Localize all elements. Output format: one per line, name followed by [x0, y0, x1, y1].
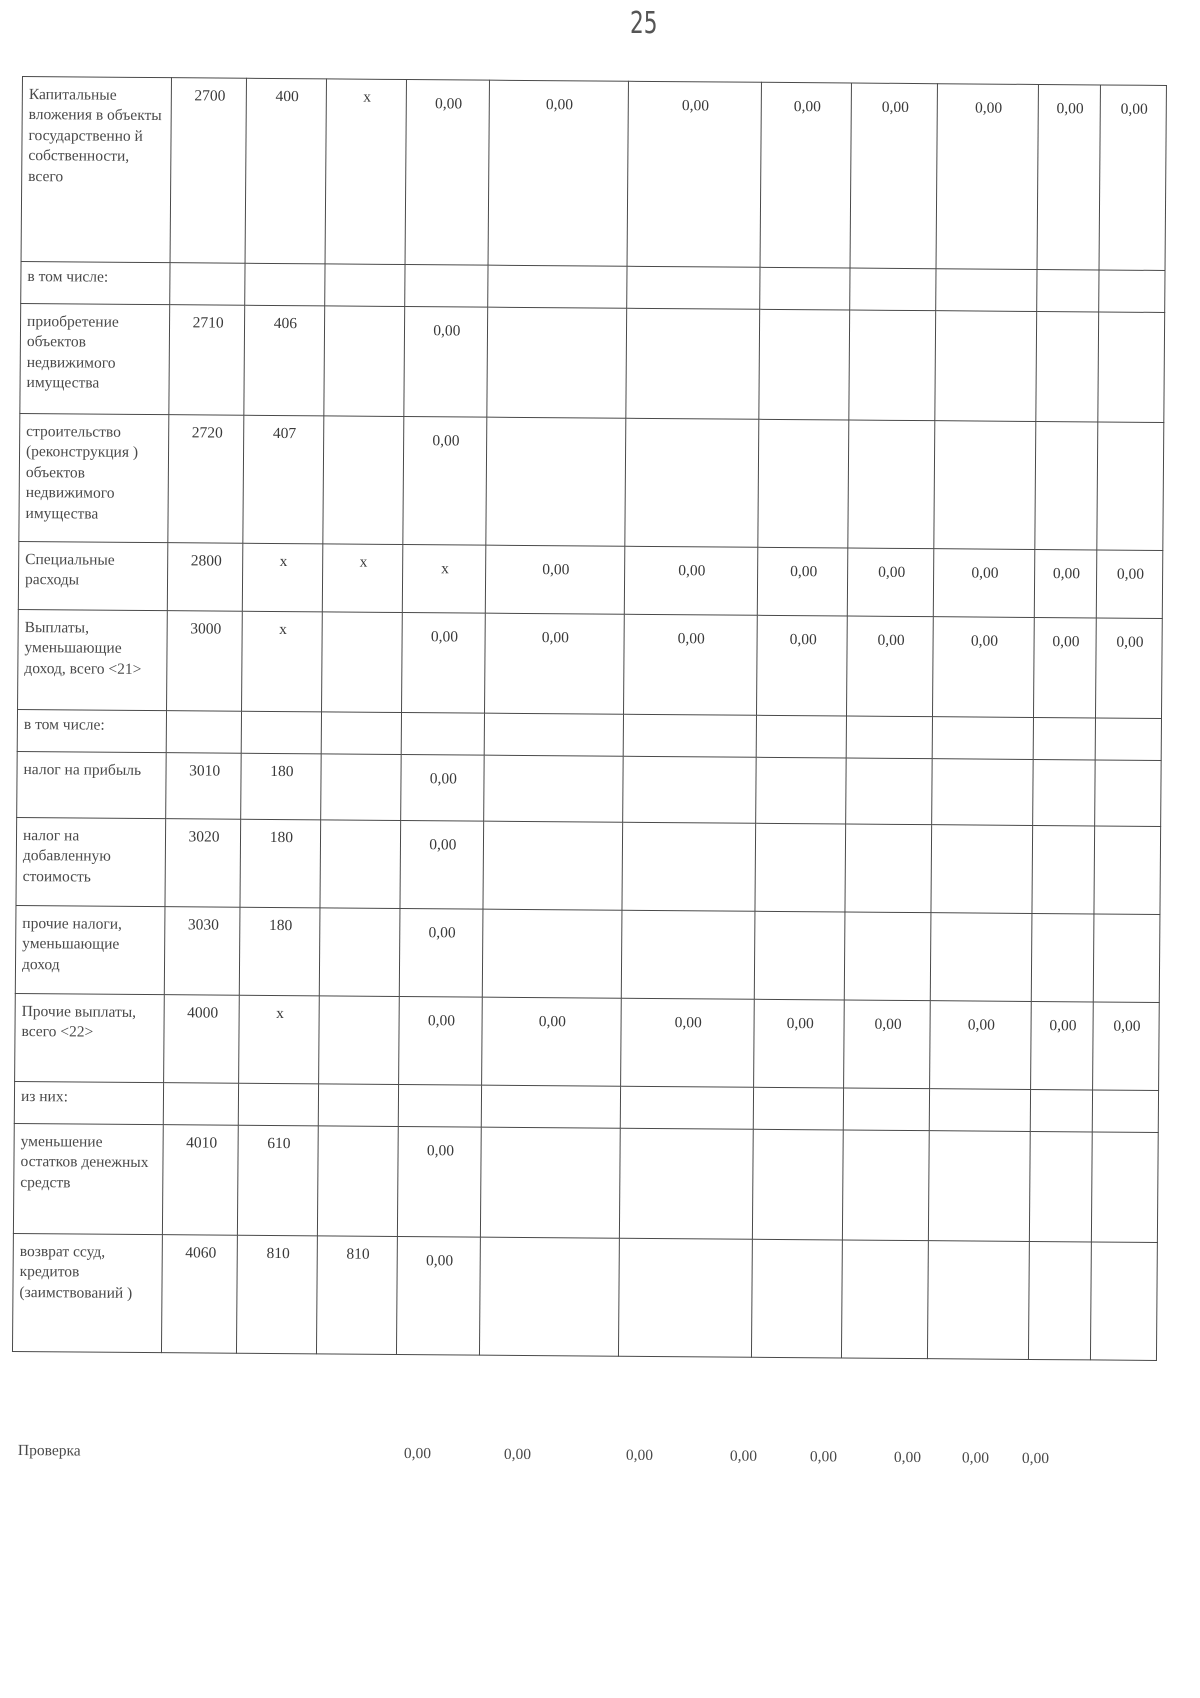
amount-cell [934, 421, 1036, 550]
amount-cell [935, 311, 1037, 422]
kosgu-code [320, 754, 400, 821]
amount-cell [927, 1241, 1029, 1360]
kosgu-code [321, 612, 402, 713]
check-value: 0,00 [1021, 1449, 1050, 1468]
amount-cell [486, 417, 626, 546]
amount-cell [753, 1087, 844, 1130]
amount-cell [932, 717, 1034, 760]
amount-cell [482, 909, 621, 998]
amount-cell: 0,00 [847, 616, 933, 717]
row-label: строительство (реконструкция ) объектов недвижимого имущества [19, 413, 169, 542]
budget-code: х [242, 543, 322, 612]
amount-cell [846, 758, 932, 825]
amount-cell: 0,00 [848, 548, 934, 617]
row-label: уменьшение остатков денежных средств [13, 1123, 163, 1234]
budget-code [245, 263, 325, 306]
amount-cell: 0,00 [482, 997, 621, 1086]
kosgu-code [318, 996, 399, 1085]
amount-cell: 0,00 [929, 1001, 1031, 1090]
amount-cell [845, 824, 931, 913]
amount-cell [1094, 760, 1161, 827]
amount-cell [930, 913, 1032, 1002]
amount-cell [1028, 1241, 1091, 1359]
amount-cell: 0,00 [401, 613, 485, 714]
table-row [18, 541, 1162, 618]
amount-cell [845, 912, 931, 1001]
check-value: 0,00 [893, 1448, 922, 1467]
amount-cell [1098, 312, 1165, 423]
row-label: налог на прибыль [17, 751, 167, 818]
amount-cell [618, 1238, 752, 1357]
amount-cell [623, 714, 757, 757]
amount-cell [401, 712, 484, 755]
amount-cell [1033, 717, 1095, 759]
kosgu-code [319, 908, 400, 997]
amount-cell [1029, 1131, 1092, 1241]
row-label: Прочие выплаты, всего <22> [15, 993, 165, 1082]
row-label: возврат ссуд, кредитов (заимствований ) [12, 1233, 162, 1352]
kosgu-code [320, 820, 401, 909]
amount-cell: 0,00 [1037, 84, 1100, 269]
amount-cell: 0,00 [1095, 618, 1162, 719]
check-row [18, 1442, 1163, 1481]
amount-cell [398, 1084, 481, 1127]
row-label: из них: [14, 1081, 164, 1124]
amount-cell [848, 420, 934, 549]
budget-code [241, 711, 321, 754]
line-code: 2700 [170, 78, 246, 264]
budget-code: 407 [243, 415, 324, 544]
budget-code: 810 [236, 1235, 317, 1354]
amount-cell: 0,00 [397, 1126, 481, 1237]
amount-cell: 0,00 [396, 1236, 480, 1355]
amount-cell [620, 1086, 754, 1129]
line-code [166, 711, 241, 754]
amount-cell [755, 823, 846, 912]
amount-cell [1032, 825, 1095, 913]
amount-cell: 0,00 [400, 820, 484, 909]
amount-cell: 0,00 [484, 613, 623, 714]
amount-cell: 0,00 [932, 617, 1034, 718]
kosgu-code: 810 [316, 1236, 397, 1355]
table-row [16, 817, 1161, 914]
amount-cell [1094, 826, 1161, 915]
line-code: 2710 [169, 305, 244, 416]
table-row [13, 1123, 1158, 1242]
amount-cell [479, 1237, 619, 1356]
amount-cell [624, 418, 758, 547]
row-label: налог на добавленную стоимость [16, 817, 166, 906]
row-label: в том числе: [17, 709, 167, 752]
amount-cell [487, 307, 626, 418]
budget-code: 400 [245, 78, 326, 264]
budget-code: 406 [244, 305, 325, 416]
amount-cell [756, 715, 847, 758]
table-row [17, 751, 1161, 826]
amount-cell: 0,00 [398, 996, 482, 1085]
budget-code: 610 [237, 1125, 318, 1236]
amount-cell: 0,00 [485, 545, 624, 614]
amount-cell: 0,00 [936, 84, 1039, 270]
budget-code: 180 [240, 819, 321, 908]
amount-cell [935, 269, 1037, 312]
amount-cell: 0,00 [850, 83, 937, 269]
budget-table [12, 76, 1167, 1361]
amount-cell [1092, 1090, 1159, 1133]
budget-code: х [238, 995, 319, 1084]
row-label: приобретение объектов недвижимого имущества [20, 303, 170, 414]
line-code: 3010 [166, 753, 241, 820]
table-row [19, 413, 1164, 550]
amount-cell [622, 756, 756, 823]
line-code [164, 1083, 239, 1126]
amount-cell: 0,00 [1096, 550, 1163, 619]
amount-cell [1090, 1242, 1157, 1361]
amount-cell: 0,00 [1033, 617, 1096, 717]
amount-cell [625, 308, 759, 419]
kosgu-code [321, 712, 401, 755]
table-row [15, 905, 1160, 1002]
line-code: 4060 [162, 1235, 238, 1354]
amount-cell: 0,00 [405, 80, 490, 266]
amount-cell: 0,00 [623, 614, 757, 715]
row-label: Выплаты, уменьшающие доход, всего <21> [18, 609, 168, 710]
amount-cell [1097, 422, 1164, 551]
table-row [12, 1233, 1157, 1360]
amount-cell [1037, 269, 1099, 311]
line-code: 3000 [167, 611, 242, 712]
table-row [20, 303, 1165, 422]
kosgu-code [324, 306, 405, 417]
amount-cell [619, 1128, 753, 1239]
line-code: 2720 [168, 415, 244, 544]
amount-cell [621, 910, 755, 999]
amount-cell: 0,00 [844, 1000, 930, 1089]
line-code: 4010 [163, 1125, 238, 1236]
check-value: 0,00 [809, 1448, 838, 1466]
amount-cell: 0,00 [753, 999, 844, 1088]
budget-table-wrapper [12, 76, 1167, 1361]
amount-cell [1036, 311, 1099, 421]
amount-cell: 0,00 [488, 80, 628, 266]
kosgu-code [325, 264, 405, 307]
amount-cell [759, 267, 850, 310]
amount-cell: 0,00 [620, 998, 754, 1087]
amount-cell [1095, 718, 1162, 761]
amount-cell [484, 755, 623, 822]
check-value: 0,00 [961, 1449, 990, 1467]
kosgu-code [317, 1126, 398, 1237]
amount-cell [755, 757, 846, 824]
budget-code: 180 [241, 753, 321, 820]
amount-cell [621, 822, 755, 911]
amount-cell [484, 713, 623, 756]
amount-cell: 0,00 [1031, 1001, 1094, 1089]
amount-cell [1093, 914, 1160, 1003]
amount-cell [751, 1239, 843, 1358]
amount-cell: 0,00 [756, 615, 847, 716]
row-label: в том числе: [21, 261, 171, 304]
kosgu-code: х [322, 544, 402, 613]
amount-cell [404, 265, 487, 308]
amount-cell [626, 266, 760, 309]
amount-cell: 0,00 [399, 908, 483, 997]
kosgu-code [323, 416, 404, 545]
line-code: 3030 [165, 907, 240, 996]
amount-cell: 0,00 [757, 547, 848, 616]
table-row [15, 993, 1160, 1090]
kosgu-code [318, 1084, 398, 1127]
amount-cell [931, 825, 1033, 914]
line-code: 2800 [168, 543, 243, 612]
row-label: Специальные расходы [18, 541, 168, 610]
amount-cell [488, 265, 627, 308]
amount-cell [1091, 1132, 1158, 1243]
amount-cell [1098, 270, 1165, 313]
amount-cell [752, 1129, 843, 1240]
amount-cell [1031, 913, 1094, 1001]
amount-cell: 0,00 [403, 417, 487, 546]
amount-cell [754, 911, 845, 1000]
kosgu-code: х [325, 79, 406, 265]
amount-cell: 0,00 [624, 546, 758, 615]
row-label: прочие налоги, уменьшающие доход [15, 905, 165, 994]
row-label: Капитальные вложения в объекты государственно й собственности, всего [21, 77, 172, 263]
amount-cell [929, 1089, 1031, 1132]
table-row [21, 77, 1166, 271]
amount-cell [842, 1240, 928, 1359]
check-value: 0,00 [503, 1445, 532, 1464]
amount-cell [1035, 421, 1098, 549]
check-row-label: Проверка [17, 1442, 81, 1460]
amount-cell [1033, 759, 1095, 825]
amount-cell [483, 821, 622, 910]
budget-code [238, 1083, 318, 1126]
amount-cell [758, 419, 850, 548]
amount-cell: х [402, 545, 486, 614]
amount-cell: 0,00 [933, 549, 1035, 618]
check-value: 0,00 [403, 1445, 432, 1463]
page-number: 25 [630, 6, 658, 41]
amount-cell [844, 1088, 930, 1131]
table-row [18, 609, 1163, 718]
amount-cell: 0,00 [627, 81, 762, 267]
amount-cell [1030, 1089, 1092, 1131]
amount-cell: 0,00 [400, 754, 484, 821]
amount-cell [480, 1127, 619, 1238]
amount-cell: 0,00 [404, 307, 488, 418]
amount-cell: 0,00 [760, 82, 852, 268]
amount-cell [928, 1131, 1030, 1242]
amount-cell: 0,00 [1092, 1002, 1159, 1091]
amount-cell [850, 268, 936, 311]
line-code [170, 263, 245, 306]
line-code: 4000 [164, 995, 239, 1084]
budget-code: 180 [239, 907, 320, 996]
budget-code: х [241, 611, 322, 712]
amount-cell [843, 1130, 929, 1241]
amount-cell [759, 309, 850, 420]
amount-cell: 0,00 [1034, 549, 1096, 617]
check-value: 0,00 [729, 1447, 758, 1465]
amount-cell: 0,00 [1099, 85, 1167, 271]
amount-cell [847, 716, 933, 759]
check-value: 0,00 [625, 1446, 654, 1464]
amount-cell [849, 310, 935, 421]
line-code: 3020 [165, 819, 240, 908]
amount-cell [481, 1085, 620, 1128]
amount-cell [931, 759, 1033, 826]
